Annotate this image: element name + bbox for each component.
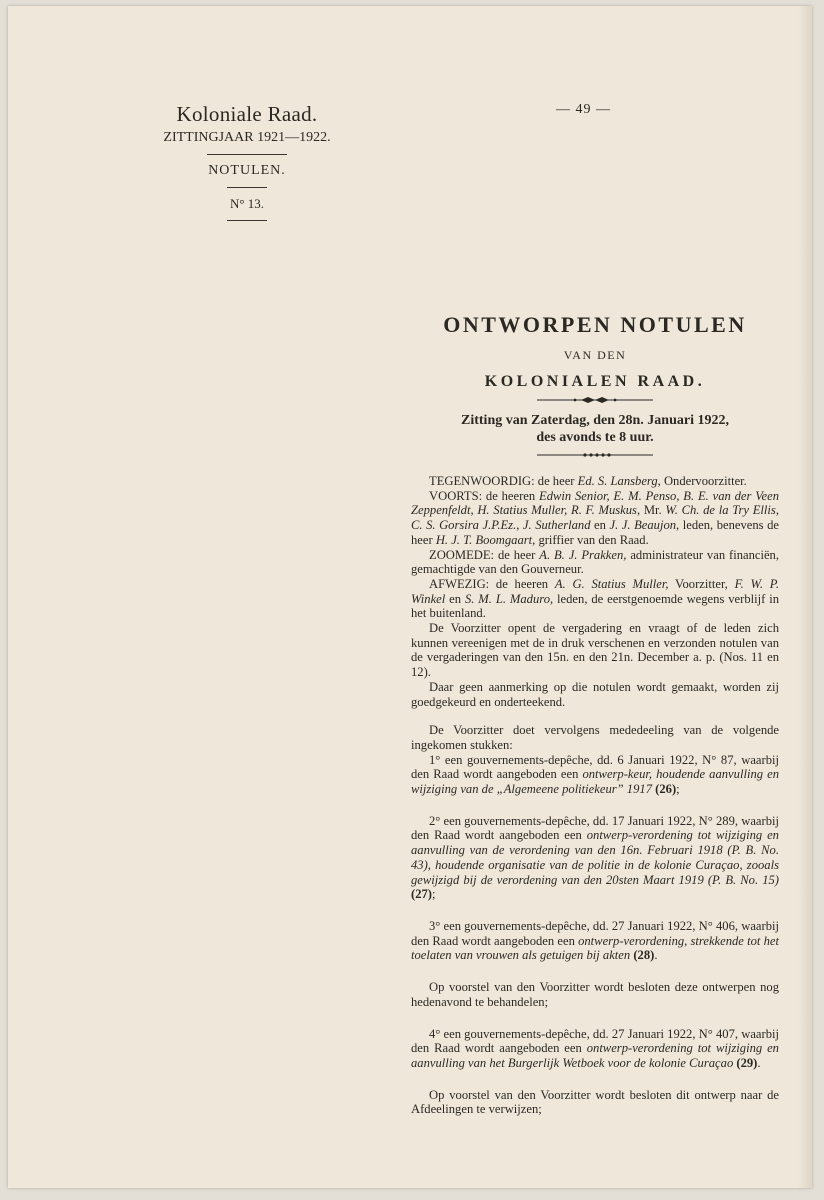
divider <box>227 187 267 188</box>
paragraph-proposal-1: Op voorstel van den Voorzitter wordt besloten deze ontwerpen nog hedenavond te behandelen; <box>411 980 779 1009</box>
paragraph-approval: Daar geen aanmerking op die notulen wordt gemaakt, worden zij goedgekeurd en onderteekend. <box>411 679 779 709</box>
item-1: 1° een gouvernements-depêche, dd. 6 Januari 1922, N° 87, waarbij den Raad wordt aangeboden een ontwerp-keur, houdende aanvulling en wijziging van de „Algemeene politiekeur” 1917 (26); <box>411 752 779 797</box>
main-column <box>411 312 779 1117</box>
session-line-1: Zitting van Zaterdag, den 28n. Januari 1922, <box>461 413 729 428</box>
ornament-divider-icon <box>535 450 655 460</box>
session-date <box>411 412 779 446</box>
attendance-also: VOORTS: de heeren Edwin Senior, E. M. Penso, B. E. van der Veen Zeppenfeldt, H. Statius Muller, R. F. Muskus, Mr. W. Ch. de la Try Ellis, C. S. Gorsira J.P.Ez., J. Sutherland en J. J. Beaujon, leden, benevens de heer H. J. T. Boomgaart, griffier van den Raad. <box>411 488 780 547</box>
issue-number: N° 13. <box>229 196 265 211</box>
document-title: ONTWORPEN NOTULEN <box>443 312 747 337</box>
attendance-absent: AFWEZIG: de heeren A. G. Statius Muller, Voorzitter, F. W. P. Winkel en S. M. L. Maduro, leden, de eerstgenoemde wegens verblijf in het buitenland. <box>411 576 779 621</box>
masthead-title: Koloniale Raad. <box>176 102 318 126</box>
notulen-label: NOTULEN. <box>208 163 286 178</box>
divider <box>207 154 287 155</box>
item-2: 2° een gouvernements-depêche, dd. 17 Januari 1922, N° 289, waarbij den Raad wordt aangeboden een ontwerp-verordening tot wijziging en aanvulling van de verordening van den 16n. Februari 1918 (P. B. No. 43), houdende organisatie van de politie in de kolonie Curaçao, zooals gewijzigd bij de verordening van den 20sten Maart 1919 (P. B. No. 15) (27); <box>411 813 779 902</box>
page-edge-shadow <box>798 6 812 1188</box>
minutes-body <box>411 474 779 1117</box>
item-4: 4° een gouvernements-depêche, dd. 27 Januari 1922, N° 407, waarbij den Raad wordt aangeboden een ontwerp-verordening tot wijziging en aanvulling van het Burgerlijk Wetboek voor de kolonie Curaçao (29). <box>411 1026 779 1070</box>
ornament-divider-icon <box>535 395 655 405</box>
paragraph-proposal-2: Op voorstel van den Voorzitter wordt besloten dit ontwerp naar de Afdeelingen te verwijzen; <box>411 1087 779 1117</box>
item-3: 3° een gouvernements-depêche, dd. 27 Januari 1922, N° 406, waarbij den Raad wordt aangeboden een ontwerp-verordening, strekkende tot het toelaten van vrouwen als getuigen bij akten (28). <box>411 918 779 963</box>
page-number: — 49 — <box>556 102 611 117</box>
session-line-2: des avonds te 8 uur. <box>536 430 654 445</box>
document-page <box>8 6 812 1188</box>
document-subtitle: VAN DEN <box>563 348 627 362</box>
masthead <box>132 102 362 229</box>
session-year: ZITTINGJAAR 1921—1922. <box>163 130 331 145</box>
divider <box>227 220 267 221</box>
attendance-present: TEGENWOORDIG: de heer Ed. S. Lansberg, Ondervoorzitter. <box>429 474 747 488</box>
attendance-zoomede: ZOOMEDE: de heer A. B. J. Prakken, administrateur van financiën, gemachtigde van den Gouverneur. <box>411 547 779 577</box>
council-name: KOLONIALEN RAAD. <box>484 373 706 390</box>
paragraph-opening: De Voorzitter opent de vergadering en vraagt of de leden zich kunnen vereenigen met de in druk verschenen en verzonden notulen van de vergaderingen van den 15n. en den 21n. December a. p. (Nos. 11 en 12). <box>411 621 779 680</box>
paragraph-announcement: De Voorzitter doet vervolgens mededeeling van de volgende ingekomen stukken: <box>411 723 779 752</box>
